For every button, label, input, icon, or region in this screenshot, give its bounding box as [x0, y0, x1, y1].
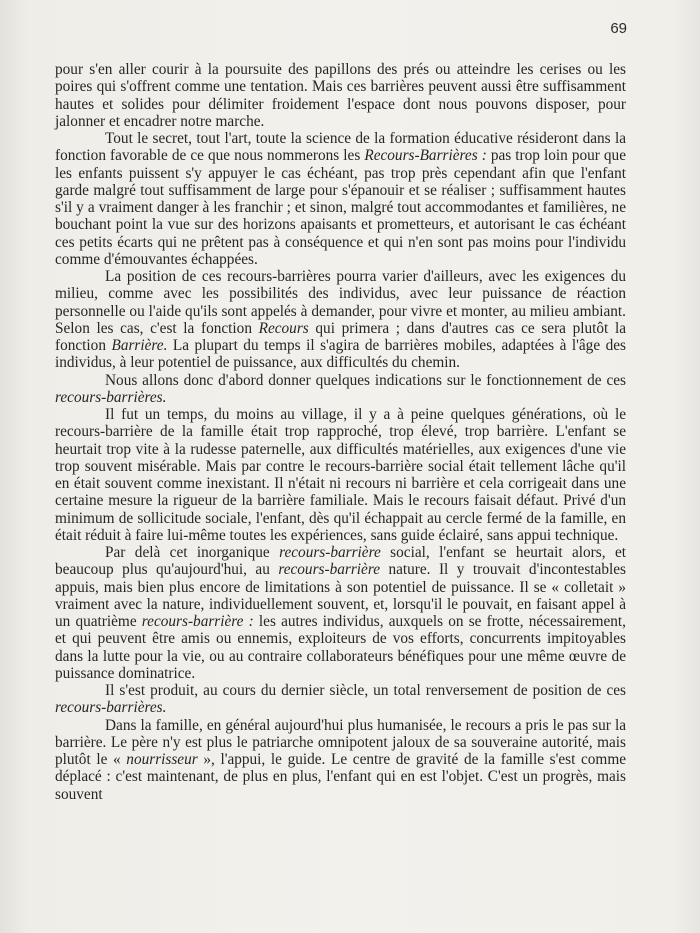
- paragraph: pour s'en aller courir à la poursuite des papillons des prés ou atteindre les cerises ou les poires qui s'offrent comme une tentation. Mais ces barrières peuvent aussi être suffisamment hautes et solides pour délimiter froidement l'espace dont nous pouvons disposer, pour jalonner et encadrer notre marche.: [55, 61, 626, 130]
- paragraph: La position de ces recours-barrières pourra varier d'ailleurs, avec les exigences du milieu, comme avec les possibilités des individus, avec leur puissance de réaction personnelle ou l'aide qu'ils sont appelés à demander, pour vivre et monter, au milieu ambiant. Selon les cas, c'est la fonction Recours qui primera ; dans d'autres cas ce sera plutôt la fonction Barrière. La plupart du temps il s'agira de barrières mobiles, adaptées à l'âge des individus, à leur potentiel de puissance, aux difficultés du chemin.: [55, 268, 626, 372]
- paragraph: Tout le secret, tout l'art, toute la science de la formation éducative résideront dans la fonction favorable de ce que nous nommerons les Recours-Barrières : pas trop loin pour que les enfants puissent s'y appuyer le cas échéant, pas trop près cependant afin que l'enfant garde malgré tout suffisamment de large pour s'épanouir et se réaliser ; suffisamment hautes s'il y a vraiment danger à les franchir ; et sinon, malgré tout accommodantes et familières, ne bouchant point la vue sur des horizons apaisants et prometteurs, et autorisant le cas échéant ces petits écarts qui ne prêtent pas à conséquence et qui n'en sont pas moins pour l'individu comme d'émouvantes échappées.: [55, 130, 626, 268]
- paragraph: Il s'est produit, au cours du dernier siècle, un total renversement de position de ces recours-barrières.: [55, 682, 626, 717]
- paragraph: Par delà cet inorganique recours-barrière social, l'enfant se heurtait alors, et beaucoup plus qu'aujourd'hui, au recours-barrière nature. Il y trouvait d'incontestables appuis, mais bien plus encore de limitations à son potentiel de puissance. Il se « colletait » vraiment avec la nature, individuellement souvent, et, lorsqu'il le pouvait, en faisant appel à un quatrième recours-barrière : les autres individus, auxquels on se frotte, nécessairement, et qui peuvent être amis ou ennemis, exploiteurs de vos efforts, concurrents impitoyables dans la lutte pour la vie, ou au contraire collaborateurs bénéfiques pour une même œuvre de puissance dominatrice.: [55, 544, 626, 682]
- paragraph: Il fut un temps, du moins au village, il y a à peine quelques générations, où le recours-barrière de la famille était trop rapproché, trop élevé, trop barrière. L'enfant se heurtait trop vite à la rudesse paternelle, aux difficultés matérielles, aux exigences d'une vie trop souvent misérable. Mais par contre le recours-barrière social était tellement lâche qu'il en était souvent comme inexistant. Il n'était ni recours ni barrière et cela corrigeait dans une certaine mesure la rigueur de la barrière familiale. Mais le recours faisait défaut. Privé d'un minimum de sollicitude sociale, l'enfant, dès qu'il échappait au cercle fermé de la famille, en était réduit à faire lui-même toutes les expériences, sans guide éclairé, sans appui technique.: [55, 406, 626, 544]
- paragraph: Nous allons donc d'abord donner quelques indications sur le fonctionnement de ces recours-barrières.: [55, 371, 626, 406]
- page-number: 69: [610, 20, 627, 37]
- body-text: [55, 61, 626, 803]
- paragraph: Dans la famille, en général aujourd'hui plus humanisée, le recours a pris le pas sur la barrière. Le père n'y est plus le patriarche omnipotent jaloux de sa souveraine autorité, mais plutôt le « nourrisseur », l'appui, le guide. Le centre de gravité de la famille s'est comme déplacé : c'est maintenant, de plus en plus, l'enfant qui en est l'objet. C'est un progrès, mais souvent: [55, 716, 627, 803]
